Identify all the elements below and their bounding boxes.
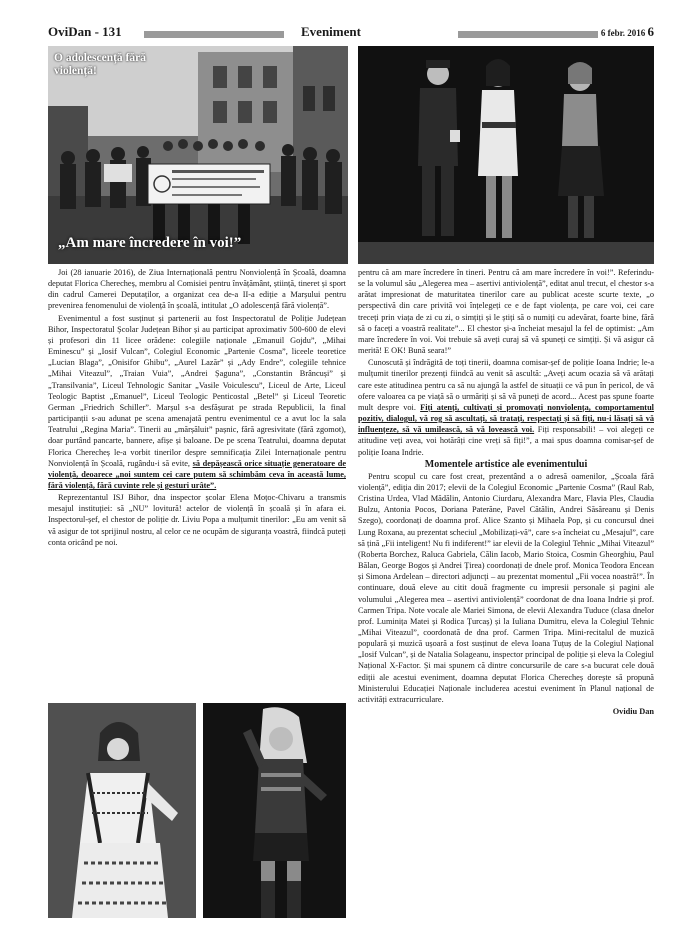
speakers-stage-image: [358, 46, 654, 264]
march-scene-image: [48, 46, 348, 264]
header-rule-left: [144, 31, 284, 38]
article-emphasis: Fiți atenți, cultivați și promovați nonviolența, comportamentul pozitiv, dialogul, vă rog să ascultați, să tratați, respectați și să fiți, nu-i lăsați să vă influențeze, să vă umilească, să vă lovească voi.: [358, 402, 654, 435]
section-title: Eveniment: [301, 24, 361, 39]
article-paragraph: Reprezentantul ISJ Bihor, dna inspector școlar Elena Moțoc-Chivaru a transmis mesajul instituției: să „NU” lovitură! actelor de violență în școală și în afara ei. Inspectorul-șef, el chestor de poliție dr. Liviu Popa a mulțumit tinerilor: „Eu am venit să vă asigur de tot sprijinul nostru, al celor ce ne ocupăm de siguranța voastră, fiindcă puteți conta oricând pe noi.: [48, 493, 346, 547]
article-paragraph: Joi (28 ianuarie 2016), de Ziua Internațională pentru Nonviolență în Școală, doamna deputat Florica Cherecheș, membru al Comisiei pentru învățământ, știință, tineret și sport din cadrul Camerei Deputaților, a organizat cea de-a II-a ediție a Marșului pentru prevenirea fenomenului de violență în școală, intitulat „O adolescență fără violență”.: [48, 268, 346, 311]
article-paragraph: pentru că am mare încredere în tineri. Pentru că am mare încredere în voi!”. Referindu-se la volumul său „Alegerea mea – asertivi antiviolență”, editat anul trecut, el chestor s-a arătat impresionat de maturitatea tinerilor care au publicat aceste scurte texte, „o perspectivă din care privită voi înțelegeți ce e de fapt violența, pe care voi, cei care treceți prin viața de zi cu zi, o simțiți și le știți să o numiți cu adevărat, foarte bine, fără să o faceți a voastră realitate”... El chestor și-a încheiat mesajul la fel de optimist: „Am mare încredere în voi. Voi trebuie să aveți curaj să vă spuneți ce simțiți. Și vă asigur că merită! E OK! Bună seara!”: [358, 268, 654, 356]
article-text: Evenimentul a fost susținut și partenerii au fost Inspectoratul de Poliție Județean Bihor, Inspectoratul Școlar Județean Bihor și au participat aproximativ 500-600 de elevi și profesori din 11 licee orădene: colegiile naționale „Emanuil Gojdu”, „Mihai Eminescu” și „Iosif Vulcan”, Colegiul Economic „Partenie Cosma”, liceele teoretice „Lucian Blaga”, „Onisifor Ghibu”, „Aurel Lazăr” și „Ady Endre”, colegiile tehnice „Mihai Viteazul”, „Traian Vuia”, „Andrei Șaguna”, „Constantin Brâncuși” și „Transilvania”, Liceul Tehnologic Sanitar „Vasile Voiculescu”, Liceul de Arte, Liceul Teologic Baptist „Emanuel”, Liceul Teologic Penticostal „Betel” și Liceul Teoretic German „Friedrich Schiller”. Marșul s-a desfășurat pe strada Republicii, la final participanții s-au adunat pe scena amenajată pentru evenimentul ce a avut loc la sala Teatrului „Regina Maria”. Tinerii au „mărșăluit” pașnic, fără agresivitate (fără zgomot), doar purtând pancarte, bannere, afișe și baloane. De pe scena Teatrului, doamna deputat Florica Cherecheș le-a vorbit tinerilor despre semnificația Zilei Internaționale pentru Nonviolență în Școală, rugându-i să evite,: [48, 313, 346, 468]
photo-speakers-stage: [358, 46, 654, 264]
photo-caption-top: O adolescență fără violență!: [54, 52, 146, 77]
section-subheading: Momentele artistice ale evenimentului: [424, 458, 588, 470]
photo-folk-singer: [48, 703, 196, 918]
article-text: Fiți responsabili! – voi alegeți ce atitudine veți avea, voi hotărâți cine vreți să fiți!”, a mai spus doamna comisar-șef de poliție Ioana Indrie.: [358, 425, 654, 457]
issue-date: 6 febr. 2016: [600, 28, 646, 38]
article-text: Cunoscută și îndrăgită de toți tinerii, doamna comisar-șef de poliție Ioana Indrie; le-a mulțumit tinerilor prezenți fiindcă au venit să ascultă: „Aveți acum ocazia să vă arătați care este atitudinea pentru ca să nu ajungă la astfel de situații ce vă pun în pericol, de vă ofere valoarea ca pe viață să o urmăriți și să vă puneți de acord... Acest pas spune foarte mult despre voi.: [358, 358, 654, 412]
page-number: 6: [647, 24, 654, 39]
article-paragraph: [358, 357, 654, 457]
stage-singer-image: [203, 703, 346, 918]
publication-name: OviDan - 131: [48, 24, 122, 39]
folk-singer-image: [48, 703, 196, 918]
article-column-2: [358, 267, 654, 920]
issue-date-page: [601, 24, 654, 40]
author-signature: Ovidiu Dan: [612, 707, 654, 717]
photo-stage-singer: [203, 703, 346, 918]
photo-caption-bottom: „Am mare încredere în voi!”: [58, 235, 242, 251]
article-emphasis: să depășească orice situație generatoare de violență, deoarece „noi suntem cei care putem să schimbăm ceva în această lume, fără violență, fără cuvinte rele și gesturi urâte”.: [48, 458, 346, 490]
article-paragraph: Pentru scopul cu care fost creat, prezentând a o adresă oamenilor, „Școala fără violență”, ediția din 2017; elevii de la Colegiul Economic „Partenie Cosma” (Raul Rab, Cristina Urdea, Vlad Mădălin, Antonio Ciurdaru, Alexandra Marc, Flavia Ples, Claudia Bulzu, Antonia Pocos, Doriana Paterăne, Pavel Cătălin, Andrei Săsăreanu și Denis Szego), coordonați de doamna prof. Alice Szanto și Mihaela Pop, și cu concursul dnei Lung Roxana, au prezentat scheciul „Mobilizați-vă”, care s-a încheiat cu „Mesajul”, care să țină „Fii inteligent! Nu fi indiferent!” iar elevii de la Colegiul Tehnic „Mihai Viteazul” (Roberta Borchez, Raluca Gabriela, Călin Iacob, Mario Stoica, Cosmin Gheorghiu, Paul Bălan, George Bogos și Andrei Țirea) coordonați de dnele prof. Monica Teodora Encean și Simona Ardelean – directori adjuncți – au prezentat momentul „Fii vocea noastră!”. În continuare, două eleve au citit două fragmente cu impresii personale și pagini ale volumului „Alegerea mea – asertivi antiviolență” coordonat de dna Ioana Indrie și prof. Carmen Tripa. Note vocale ale Mariei Simona, de elevii Alexandra Tuduce (clasa dnelor prof. Luminița Matei și Rodica Țurcaș) și la Iuliana Dumitru, eleva la Colegiul Tehnic „Mihai Viteazul”, coordonată de dna prof. Carmen Tripa. Mini-recitalul de muzică populară și muzică ușoară a fost susținut de eleva Ioana Tuțuș de la Colegiul Național „Iosif Vulcan”, și de Natalia Solageanu, inspector principal de poliție și eleva la Colegiul Național X-Factor. Și mai spunem că dintre concursurile de care s-a bucurat cele două ediții ale acestui eveniment, doamna deputat Florica Cherecheș dorește să propună Ministerului Educației Naționale includerea acestui eveniment în Planul național de activități extracurriculare.: [358, 471, 654, 704]
article-paragraph: [48, 313, 346, 492]
article-column-1: [48, 267, 346, 699]
page-header: [48, 24, 654, 42]
photo-march: [48, 46, 348, 264]
header-rule-right: [458, 31, 598, 38]
